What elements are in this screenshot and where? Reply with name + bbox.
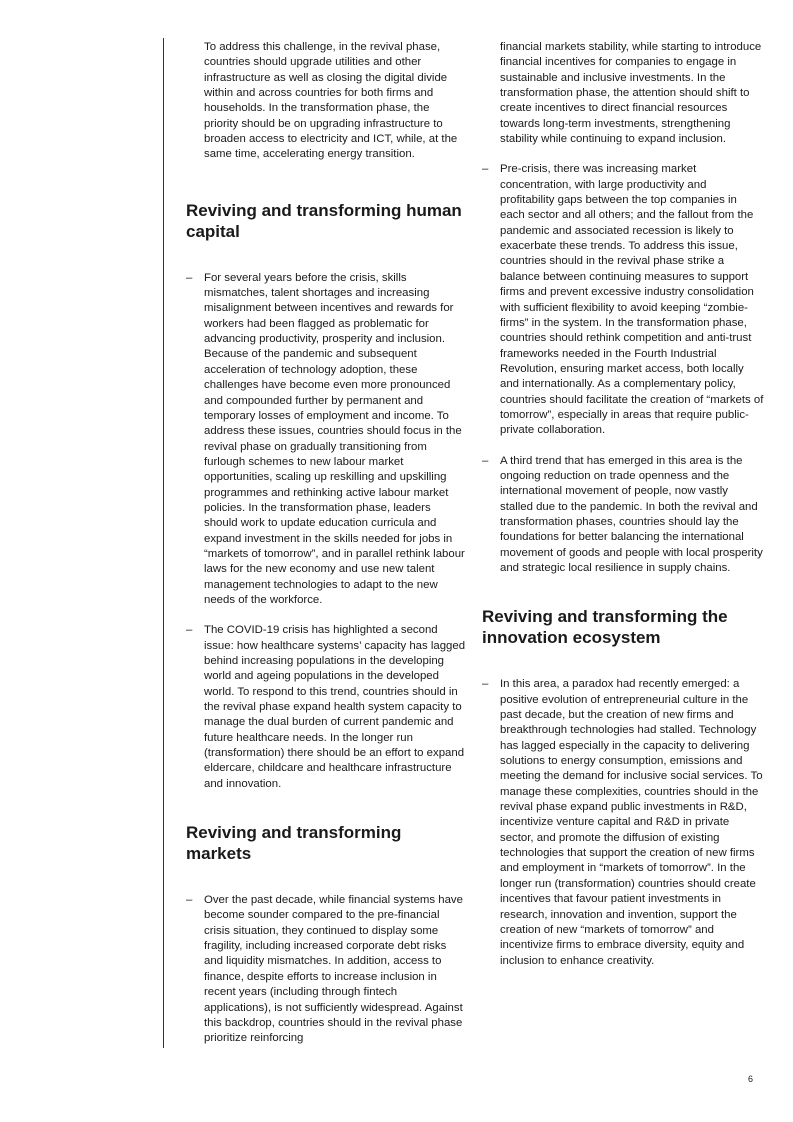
heading-innovation: Reviving and transforming the innovation ecosystem — [482, 607, 728, 648]
bullet-text: The COVID-19 crisis has highlighted a second issue: how healthcare systems’ capacity has lagged behind increasing populations in the developing world and ageing populations in the developed world. To respond to this trend, countries should in the revival phase expand health system capacity to manage the dual burden of current pandemic and future healthcare needs. In the longer run (transformation) there should be an effort to expand eldercare, childcare and healthcare infrastructure and innovation. — [204, 624, 466, 790]
bullet-item-healthcare — [186, 623, 466, 792]
heading-markets: Reviving and transforming markets — [186, 823, 402, 864]
bullet-text: Over the past decade, while financial systems have become sounder compared to the pre-financial crisis situation, they continued to display some fragility, including increased corporate debt risks and liquidity mismatches. In addition, access to finance, despite efforts to increase inclusion in recent years (including through fintech applications), is not sufficiently widespread. Against this backdrop, countries should in the revival phase prioritize reinforcing — [204, 894, 463, 1045]
heading-human-capital: Reviving and transforming human capital — [186, 200, 462, 241]
page-number: 6 — [748, 1074, 754, 1084]
continuation-paragraph: financial markets stability, while starting to introduce financial incentives for companies to engage in sustainable and inclusive investments. In the transformation phase, the attention should shift to create incentives to direct financial resources towards long-term investments, strengthening stability while continuing to expand inclusion. — [500, 41, 762, 146]
bullet-dash: – — [482, 163, 489, 176]
bullet-item-market-concentration — [482, 162, 764, 438]
column-divider-rule — [163, 38, 164, 1048]
bullet-text: For several years before the crisis, skills mismatches, talent shortages and increasing misalignment between incentives and rewards for workers had been flagged as problematic for advancing productivity, prosperity and inclusion. Because of the pandemic and subsequent acceleration of technology adoption, these challenges have become even more pronounced and compounded further by permanent and temporary losses of employment and income. To address these issues, countries should focus in the revival phase on gradually transitioning from furlough schemes to new labour market opportunities, scaling up reskilling and upskilling programmes and rethinking active labour market policies. In the transformation phase, leaders should work to update education curricula and expand investment in the skills needed for jobs in “markets of tomorrow”, and in parallel rethink labour laws for the new economy and use new talent management technologies to adapt to the new needs of the workforce. — [204, 271, 465, 606]
bullet-dash: – — [482, 678, 489, 691]
bullet-dash: – — [186, 624, 193, 637]
bullet-text: Pre-crisis, there was increasing market concentration, with large productivity and profitability gaps between the top companies in each sector and all others; and the fallout from the pandemic and associated recession is likely to exacerbate these trends. To address this issue, countries should in the revival phase strike a balance between continuing measures to support firms and prevent excessive industry consolidation with sufficient flexibility to avoid keeping “zombie-firms” in the system. In the transformation phase, countries should rethink competition and anti-trust frameworks needed in the Fourth Industrial Revolution, ensuring market access, both locally and internationally. As a complementary policy, countries should facilitate the creation of “markets of tomorrow”, especially in areas that require public-private collaboration. — [500, 163, 764, 437]
intro-paragraph: To address this challenge, in the revival phase, countries should upgrade utilities and other infrastructure as well as closing the digital divide within and across countries for both firms and households. In the transformation phase, the priority should be on upgrading infrastructure to broaden access to electricity and ICT, while, at the same time, accelerating energy transition. — [204, 41, 458, 161]
bullet-dash: – — [186, 894, 193, 907]
bullet-item-skills — [186, 271, 466, 609]
bullet-dash: – — [186, 271, 193, 284]
bullet-item-trade-openness — [482, 454, 764, 577]
bullet-item-financial-systems — [186, 893, 466, 1046]
bullet-item-innovation-paradox — [482, 677, 764, 969]
right-column — [482, 40, 764, 969]
bullet-text: A third trend that has emerged in this area is the ongoing reduction on trade openness and the international movement of people, now vastly stalled due to the pandemic. In both the revival and transformation phases, countries should lay the foundations for better balancing the international movement of goods and people with local prosperity and strategic local resilience in supply chains. — [500, 454, 763, 574]
bullet-dash: – — [482, 454, 489, 467]
left-column — [186, 40, 466, 1047]
bullet-text: In this area, a paradox had recently emerged: a positive evolution of entrepreneurial culture in the past decade, but the creation of new firms and breakthrough technologies had stalled. Technology has lagged especially in the capacity to delivering solutions to energy consumption, emissions and meeting the demand for inclusive social services. To manage these complexities, countries should in the revival phase expand public investments in R&D, incentivize venture capital and R&D in private sector, and promote the diffusion of existing technologies that support the creation of new firms and employment in “markets of tomorrow”. In the longer run (transformation) countries should create incentives that favour patient investments in research, innovation and invention, support the creation of new “markets of tomorrow” and incentivize firms to embrace diversity, equity and inclusion to enhance creativity. — [500, 678, 763, 967]
